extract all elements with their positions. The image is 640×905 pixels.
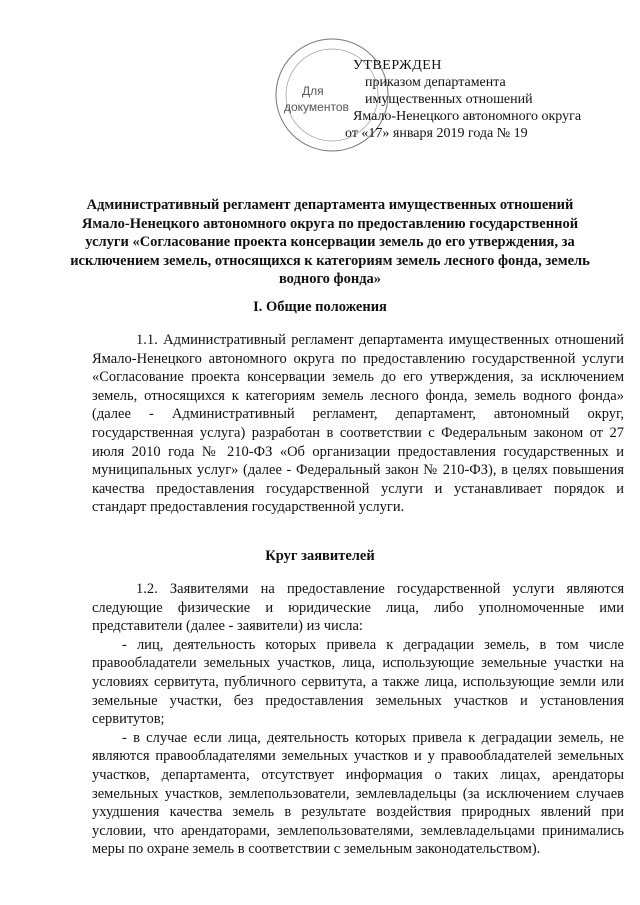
approval-line-2: имущественных отношений	[365, 92, 533, 107]
approval-line-1: приказом департамента	[365, 75, 506, 90]
approval-title: УТВЕРЖДЕН	[353, 58, 442, 73]
stamp-line-1: Для	[302, 84, 324, 98]
stamp-text	[284, 83, 349, 115]
approval-date-line: от «17» января 2019 года № 19	[345, 126, 528, 141]
paragraph-1-1	[92, 331, 624, 517]
paragraph-1-1-text: 1.1. Административный регламент департамента имущественных отношений Ямало-Ненецкого автономного округа по предоставлению государственной услуги «Согласование проекта консервации земель до его утверждения, за исключением земель, относящихся к категориям земель лесного фонда, земель водного фонда» (далее - Административный регламент, департамент, автономный округ, государственная услуга) разработан в соответствии с Федеральным законом от 27 июля 2010 года № 210-ФЗ «Об организации предоставления государственных и муниципальных услуг» (далее - Федеральный закон № 210-ФЗ), в целях повышения качества предоставления государственной услуги и устанавливает порядок и стандарт предоставления государственной услуги.	[92, 332, 624, 516]
approval-block	[345, 57, 625, 142]
list-item-1: - лиц, деятельность которых привела к деградации земель, в том числе правообладатели земельных участков, лица, использующие земельные участки на условиях сервитута, публичного сервитута, а также лица, использующие земли или земельные участки, без предоставления земельных участков и установления сервитутов;	[92, 636, 624, 728]
list-item-2: - в случае если лица, деятельность которых привела к деградации земель, не являются правообладателями земельных участков и у правообладателей земельных участков, департамента, отсутствует информация о таких лицах, арендаторы земельных участков, землепользователи, землевладельцы (за исключением случаев ухудшения качества земель в результате воздействия природных явлений при условии, что арендаторами, землепользователями, землевладельцами принимались меры по охране земель в соответствии с земельным законодательством).	[92, 729, 624, 858]
section-applicants-title: Круг заявителей	[265, 548, 375, 564]
document-title: Административный регламент департамента имущественных отношений Ямало-Ненецкого автономного округа по предоставлению государственной услуги «Согласование проекта консервации земель до его утверждения, за исключением земель, относящихся к категориям земель лесного фонда, земель водного фонда»	[70, 197, 590, 287]
paragraph-1-2-text: 1.2. Заявителями на предоставление государственной услуги являются следующие физические и юридические лица, либо уполномоченные ими представители (далее - заявители) из числа:	[92, 581, 624, 635]
section-general-title: I. Общие положения	[253, 299, 387, 315]
paragraph-1-2	[92, 580, 624, 859]
approval-line-3: Ямало-Ненецкого автономного округа	[353, 109, 582, 124]
stamp-line-2: документов	[284, 100, 349, 114]
